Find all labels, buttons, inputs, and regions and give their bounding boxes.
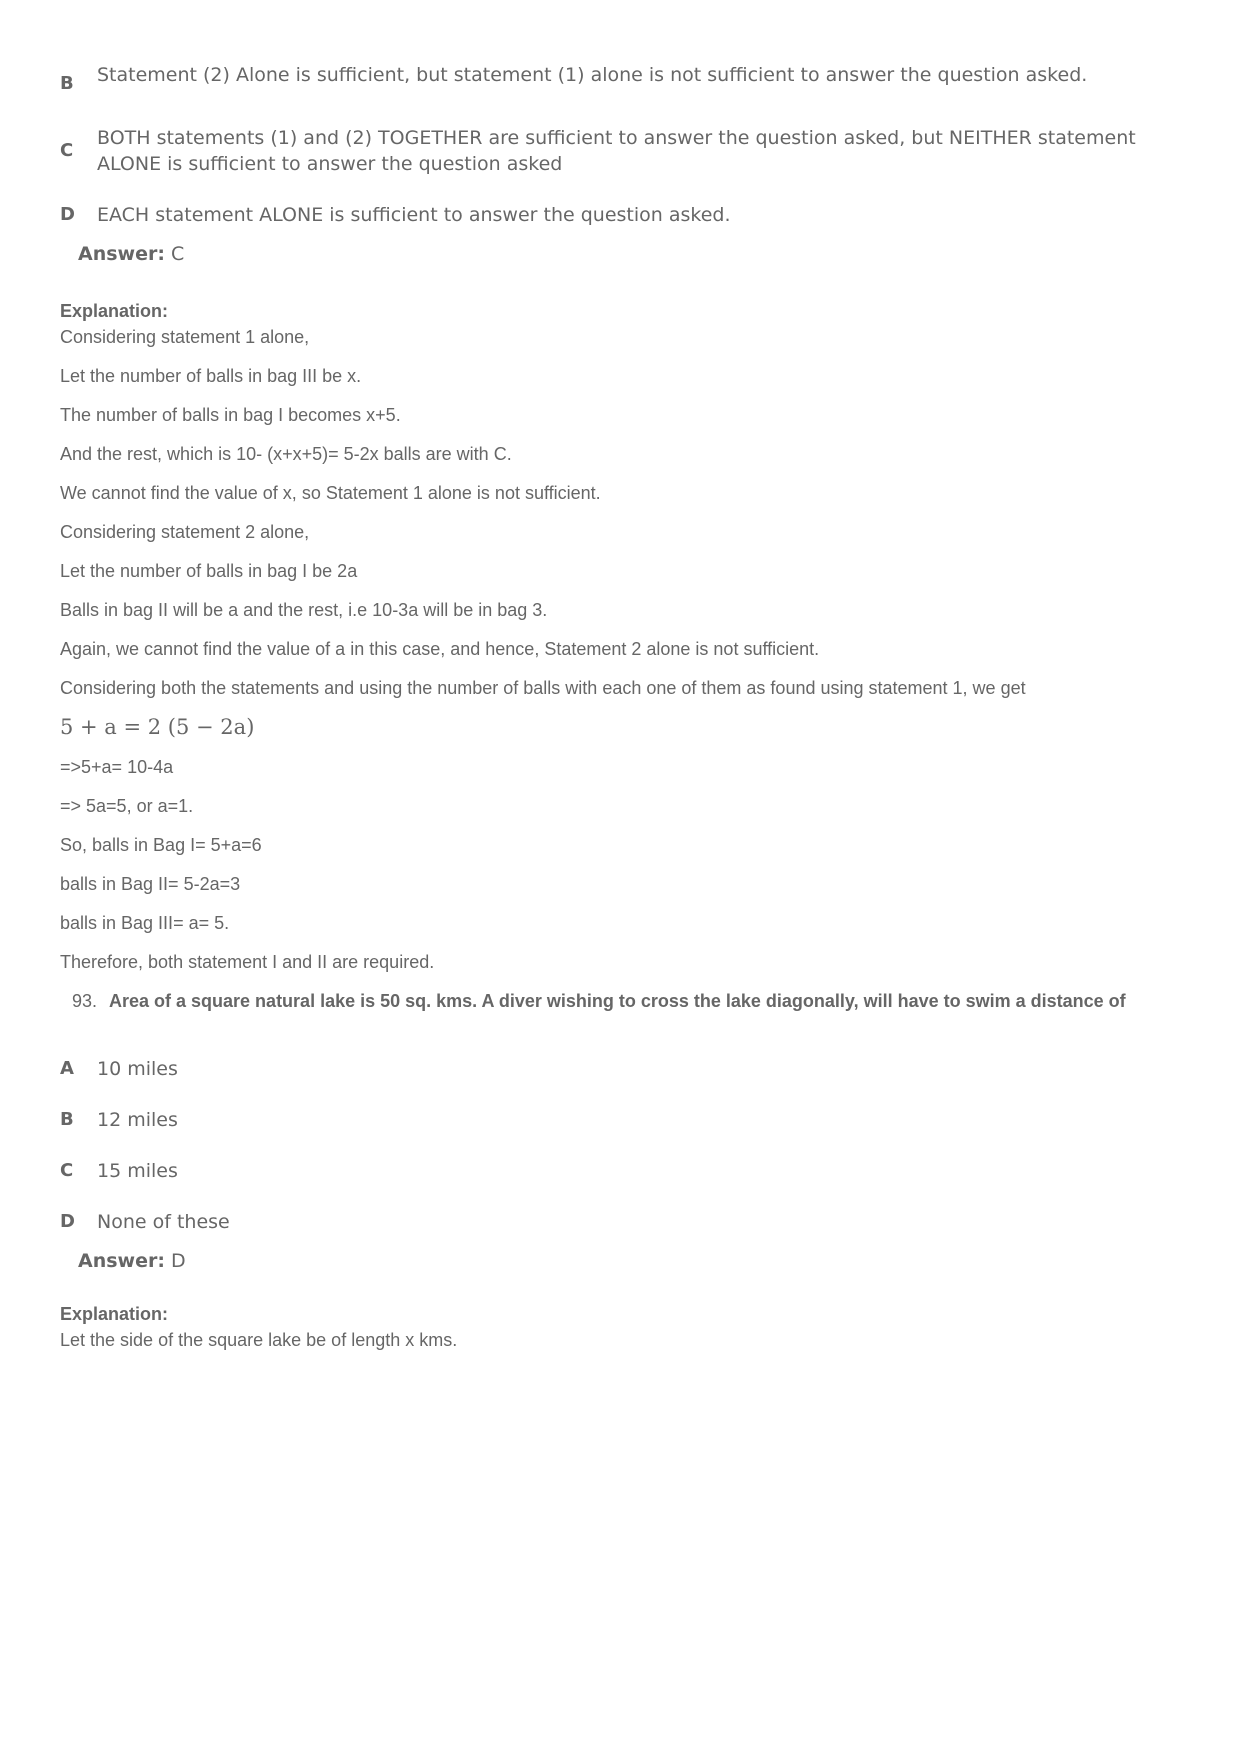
option-letter: A <box>60 1058 74 1079</box>
option-text: 12 miles <box>97 1109 178 1131</box>
q93-option-c <box>60 1158 178 1184</box>
q93-option-b <box>60 1107 178 1133</box>
q93-option-a <box>60 1056 178 1082</box>
option-letter: C <box>60 140 74 161</box>
explanation-line: Balls in bag II will be a and the rest, i.e 10-3a will be in bag 3. <box>60 600 548 620</box>
option-text: BOTH statements (1) and (2) TOGETHER are sufficient to answer the question asked, but NEITHER statement ALONE is sufficient to answer the question asked <box>97 127 1136 175</box>
explanation-line: =>5+a= 10-4a <box>60 757 174 777</box>
equation: 5 + a = 2 (5 − 2a) <box>60 715 255 739</box>
q92-option-b <box>60 62 1180 97</box>
explanation-line: Considering statement 2 alone, <box>60 522 310 542</box>
option-text: 15 miles <box>97 1160 178 1182</box>
explanation-line: Considering both the statements and using the number of balls with each one of them as found using statement 1, we get <box>60 678 1026 698</box>
q92-option-c <box>60 125 1180 177</box>
answer-value: C <box>171 243 185 265</box>
explanation-line: We cannot find the value of x, so Statement 1 alone is not sufficient. <box>60 483 601 503</box>
explanation-line: The number of balls in bag I becomes x+5. <box>60 405 401 425</box>
option-letter: B <box>60 1109 74 1130</box>
q92-answer <box>78 241 184 267</box>
question-number: 93. <box>72 991 98 1011</box>
q92-option-d <box>60 202 1180 228</box>
question-text: Area of a square natural lake is 50 sq. kms. A diver wishing to cross the lake diagonally, will have to swim a distance of <box>109 991 1126 1011</box>
explanation-line: balls in Bag II= 5-2a=3 <box>60 874 241 894</box>
explanation-line: Therefore, both statement I and II are required. <box>60 952 435 972</box>
explanation-line: So, balls in Bag I= 5+a=6 <box>60 835 262 855</box>
explanation-line: Again, we cannot find the value of a in this case, and hence, Statement 2 alone is not sufficient. <box>60 639 820 659</box>
explanation-line: Let the side of the square lake be of length x kms. <box>60 1330 458 1350</box>
answer-value: D <box>171 1250 186 1272</box>
explanation-line: => 5a=5, or a=1. <box>60 796 194 816</box>
option-letter: D <box>60 204 75 225</box>
explanation-line: Considering statement 1 alone, <box>60 327 310 347</box>
q93-option-d <box>60 1209 230 1235</box>
explanation-line: And the rest, which is 10- (x+x+5)= 5-2x balls are with C. <box>60 444 512 464</box>
explanation-line: balls in Bag III= a= 5. <box>60 913 230 933</box>
option-letter: B <box>60 73 74 94</box>
option-text: EACH statement ALONE is sufficient to answer the question asked. <box>97 204 731 226</box>
option-text: None of these <box>97 1211 230 1233</box>
explanation-line: Let the number of balls in bag III be x. <box>60 366 362 386</box>
q92-explanation-heading: Explanation: <box>60 301 169 321</box>
option-letter: C <box>60 1160 74 1181</box>
q93-answer <box>78 1248 186 1274</box>
explanation-line: Let the number of balls in bag I be 2a <box>60 561 358 581</box>
q93-question <box>72 990 1126 1012</box>
q93-explanation-heading: Explanation: <box>60 1304 169 1324</box>
answer-label: Answer: <box>78 243 165 265</box>
answer-label: Answer: <box>78 1250 165 1272</box>
option-text: 10 miles <box>97 1058 178 1080</box>
option-text: Statement (2) Alone is sufficient, but statement (1) alone is not sufficient to answer the question asked. <box>97 64 1088 86</box>
option-letter: D <box>60 1211 75 1232</box>
